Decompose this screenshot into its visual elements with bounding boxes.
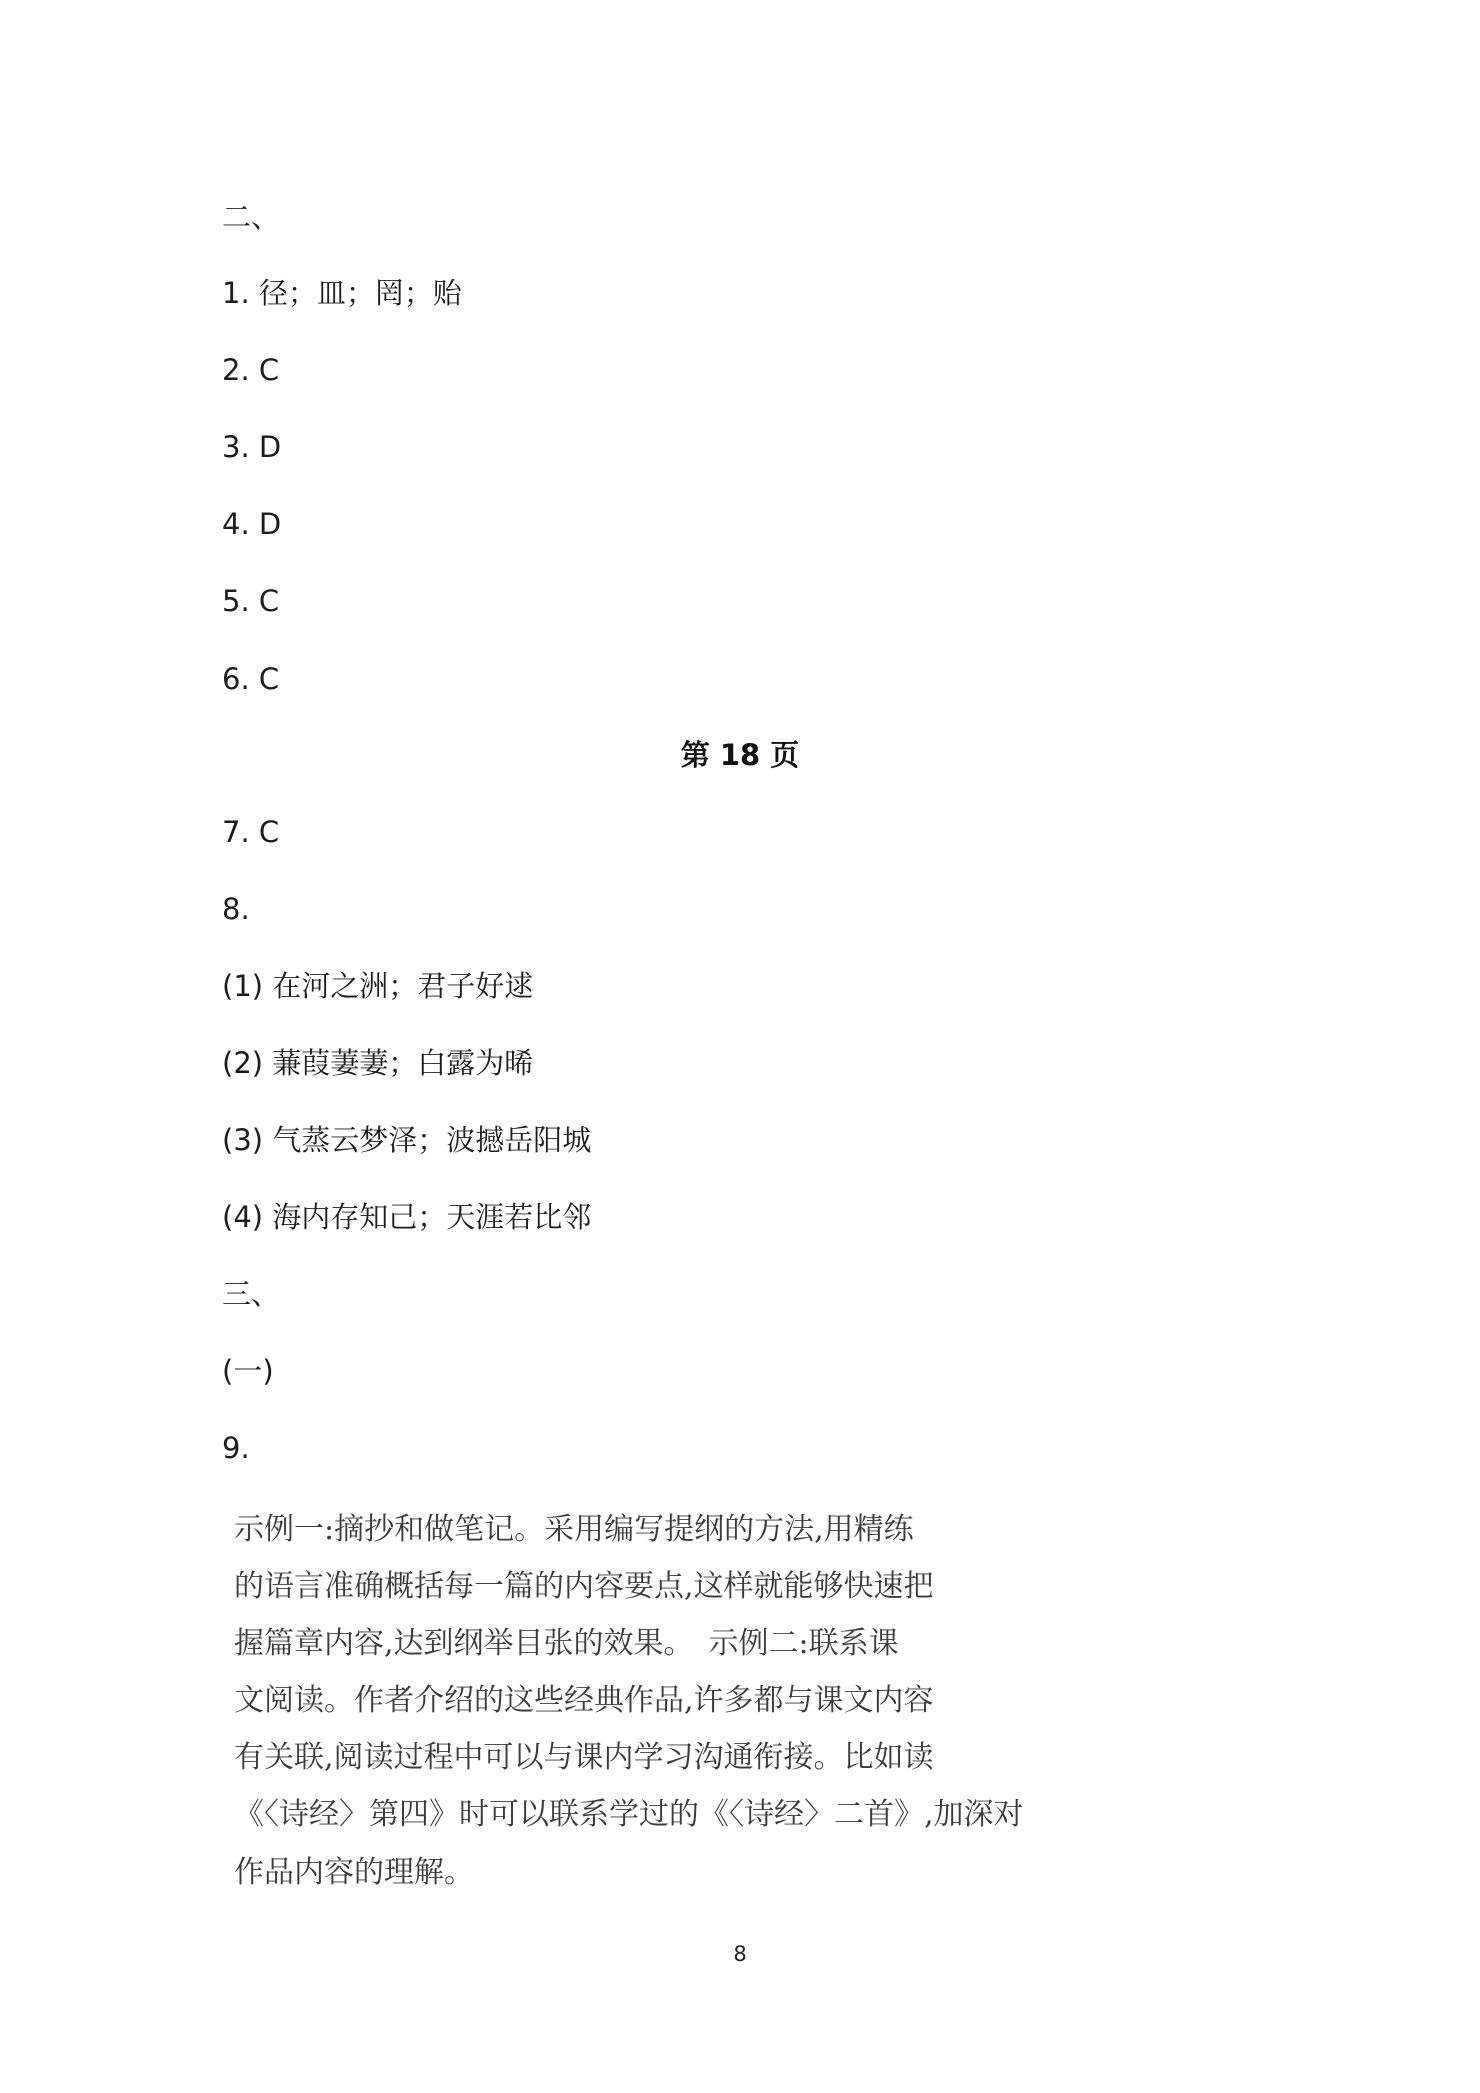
- answer-8-2: (2) 蒹葭萋萋；白露为晞: [222, 1046, 534, 1080]
- answer-3: 3. D: [222, 430, 282, 464]
- answer-8: 8.: [222, 892, 250, 926]
- sample-answer-line: 《〈诗经〉第四》时可以联系学过的《〈诗经〉二首》,加深对: [234, 1797, 1024, 1832]
- answer-4: 4. D: [222, 507, 282, 541]
- answer-8-3: (3) 气蒸云梦泽；波撼岳阳城: [222, 1123, 592, 1157]
- answer-7: 7. C: [222, 815, 280, 849]
- sample-answer-line: 握篇章内容,达到纲举目张的效果。 示例二:联系课: [234, 1626, 899, 1661]
- page-section-heading: 第 18 页: [680, 738, 800, 772]
- section-three-heading: 三、: [222, 1277, 281, 1311]
- page-number: 8: [733, 1942, 747, 1966]
- sample-answer-line: 作品内容的理解。: [234, 1855, 474, 1890]
- sample-answer-line: 文阅读。作者介绍的这些经典作品,许多都与课文内容: [234, 1683, 934, 1718]
- section-two-heading: 二、: [222, 200, 281, 234]
- sample-answer-line: 的语言准确概括每一篇的内容要点,这样就能够快速把: [234, 1569, 934, 1604]
- sample-answer-line: 示例一:摘抄和做笔记。采用编写提纲的方法,用精练: [234, 1512, 914, 1547]
- part-one-heading: (一): [222, 1354, 274, 1388]
- answer-8-4: (4) 海内存知己；天涯若比邻: [222, 1200, 592, 1234]
- answer-2: 2. C: [222, 353, 280, 387]
- answer-9: 9.: [222, 1431, 250, 1465]
- answer-1: 1. 径；皿；罔；贻: [222, 276, 462, 310]
- answer-6: 6. C: [222, 662, 280, 696]
- sample-answer-line: 有关联,阅读过程中可以与课内学习沟通衔接。比如读: [234, 1740, 934, 1775]
- answer-5: 5. C: [222, 584, 280, 618]
- answer-8-1: (1) 在河之洲；君子好逑: [222, 969, 534, 1003]
